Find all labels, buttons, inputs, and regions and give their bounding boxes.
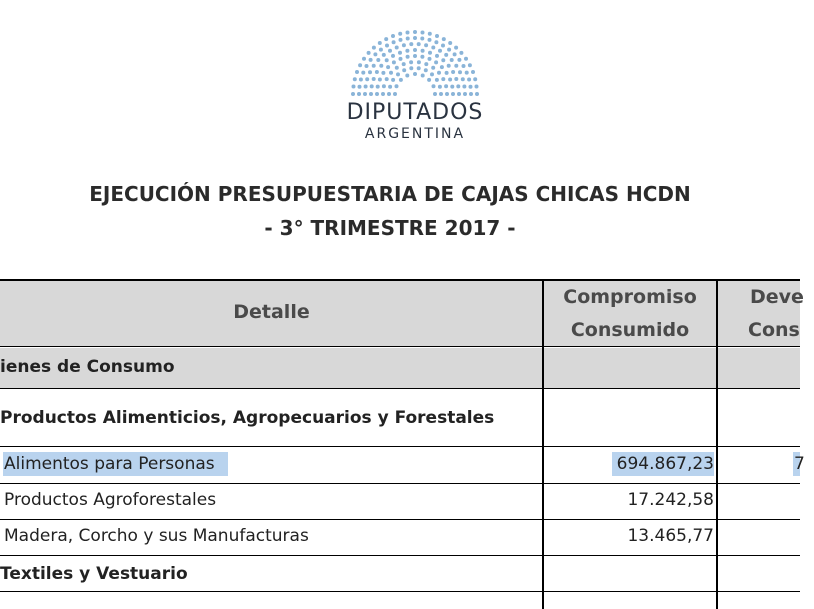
seat-dot bbox=[392, 60, 396, 64]
seat-dot bbox=[398, 51, 402, 55]
compromiso-value[interactable]: 17.242,58 bbox=[627, 490, 714, 510]
seat-dot bbox=[385, 77, 389, 81]
seat-dot bbox=[457, 58, 461, 62]
seat-dot bbox=[365, 64, 369, 68]
seat-dot bbox=[427, 78, 431, 82]
table-rule bbox=[0, 346, 800, 347]
seat-dot bbox=[405, 49, 409, 53]
chamber-seats-icon bbox=[350, 22, 480, 96]
column-header-devengado-line2: Cons bbox=[748, 319, 800, 341]
seat-dot bbox=[451, 92, 455, 96]
seat-dot bbox=[399, 78, 403, 82]
seat-dot bbox=[352, 85, 356, 89]
seat-dot bbox=[351, 92, 355, 96]
seat-dot bbox=[406, 31, 410, 35]
seat-dot bbox=[434, 60, 438, 64]
seat-dot bbox=[431, 66, 435, 70]
seat-dot bbox=[417, 60, 421, 64]
seat-dot bbox=[475, 85, 479, 89]
seat-dot bbox=[448, 41, 452, 45]
section-label: Productos Alimenticios, Agropecuarios y Forestales bbox=[0, 408, 495, 428]
seat-dot bbox=[448, 78, 452, 82]
compromiso-value[interactable]: 694.867,23 bbox=[616, 454, 714, 474]
seat-dot bbox=[409, 42, 413, 46]
seat-dot bbox=[435, 78, 439, 82]
seat-dot bbox=[450, 58, 454, 62]
column-header-devengado-line1: Deve bbox=[750, 286, 804, 308]
seat-dot bbox=[381, 92, 385, 96]
seat-dot bbox=[402, 68, 406, 72]
seat-dot bbox=[444, 53, 448, 57]
seat-dot bbox=[406, 37, 410, 41]
seat-dot bbox=[475, 92, 479, 96]
seat-dot bbox=[413, 54, 417, 58]
seat-dot bbox=[399, 57, 403, 61]
seat-dot bbox=[424, 62, 428, 66]
section-label: ienes de Consumo bbox=[0, 357, 175, 377]
document-title: EJECUCIÓN PRESUPUESTARIA DE CAJAS CHICAS HCDN bbox=[89, 182, 691, 206]
seat-dot bbox=[409, 60, 413, 64]
seat-dot bbox=[384, 37, 388, 41]
seat-dot bbox=[388, 85, 392, 89]
seat-dot bbox=[433, 92, 437, 96]
logo-title: DIPUTADOS bbox=[346, 100, 484, 125]
seat-dot bbox=[420, 55, 424, 59]
seat-dot bbox=[365, 77, 369, 81]
budget-table bbox=[0, 279, 805, 609]
seat-dot bbox=[459, 51, 463, 55]
seat-dot bbox=[381, 71, 385, 75]
seat-dot bbox=[413, 36, 417, 40]
seat-dot bbox=[391, 78, 395, 82]
seat-dot bbox=[391, 34, 395, 38]
seat-dot bbox=[417, 66, 421, 70]
seat-dot bbox=[395, 66, 399, 70]
seat-dot bbox=[369, 58, 373, 62]
seat-dot bbox=[469, 92, 473, 96]
item-label[interactable]: Productos Agroforestales bbox=[4, 490, 217, 510]
seat-dot bbox=[440, 65, 444, 69]
seat-dot bbox=[399, 38, 403, 42]
compromiso-value[interactable]: 13.465,77 bbox=[627, 526, 714, 546]
seat-dot bbox=[382, 84, 386, 88]
diputados-logo bbox=[330, 18, 500, 142]
seat-dot bbox=[424, 68, 428, 72]
seat-dot bbox=[362, 57, 366, 61]
seat-dot bbox=[462, 85, 466, 89]
seat-dot bbox=[389, 71, 393, 75]
column-divider bbox=[716, 279, 718, 609]
seat-dot bbox=[438, 49, 442, 53]
seat-dot bbox=[471, 70, 475, 74]
seat-dot bbox=[467, 78, 471, 82]
seat-dot bbox=[441, 77, 445, 81]
seat-dot bbox=[458, 70, 462, 74]
seat-dot bbox=[421, 31, 425, 35]
seat-dot bbox=[372, 64, 376, 68]
seat-dot bbox=[462, 64, 466, 68]
seat-dot bbox=[375, 92, 379, 96]
seat-dot bbox=[441, 44, 445, 48]
seat-dot bbox=[402, 62, 406, 66]
seat-dot bbox=[379, 64, 383, 68]
seat-dot bbox=[468, 63, 472, 67]
seat-dot bbox=[453, 52, 457, 56]
seat-dot bbox=[463, 92, 467, 96]
seat-dot bbox=[428, 51, 432, 55]
seat-dot bbox=[469, 85, 473, 89]
seat-dot bbox=[387, 92, 391, 96]
seat-dot bbox=[434, 40, 438, 44]
seat-dot bbox=[378, 78, 382, 82]
seat-dot bbox=[413, 72, 417, 76]
seat-dot bbox=[428, 57, 432, 61]
table-rule bbox=[0, 591, 800, 592]
seat-dot bbox=[379, 48, 383, 52]
seat-dot bbox=[385, 58, 389, 62]
seat-dot bbox=[428, 32, 432, 36]
seat-dot bbox=[435, 54, 439, 58]
seat-dot bbox=[413, 30, 417, 34]
seat-dot bbox=[392, 40, 396, 44]
column-divider bbox=[542, 279, 544, 609]
seat-dot bbox=[376, 85, 380, 89]
seat-dot bbox=[451, 70, 455, 74]
seat-dot bbox=[363, 92, 367, 96]
seat-dot bbox=[382, 53, 386, 57]
seat-dot bbox=[428, 38, 432, 42]
seat-dot bbox=[370, 84, 374, 88]
table-border bbox=[0, 279, 800, 281]
seat-dot bbox=[357, 92, 361, 96]
section-label: Textiles y Vestuario bbox=[0, 564, 188, 584]
seat-dot bbox=[445, 92, 449, 96]
item-label[interactable]: Madera, Corcho y sus Manufacturas bbox=[4, 526, 309, 546]
column-header-detalle: Detalle bbox=[233, 301, 310, 323]
seat-dot bbox=[353, 77, 357, 81]
seat-dot bbox=[430, 72, 434, 76]
seat-dot bbox=[358, 85, 362, 89]
seat-dot bbox=[388, 49, 392, 53]
logo-subtitle: ARGENTINA bbox=[364, 126, 466, 142]
seat-dot bbox=[454, 46, 458, 50]
seat-dot bbox=[439, 92, 443, 96]
seat-dot bbox=[464, 57, 468, 61]
seat-dot bbox=[376, 58, 380, 62]
table-rule bbox=[0, 446, 800, 447]
seat-dot bbox=[457, 92, 461, 96]
seat-dot bbox=[406, 55, 410, 59]
seat-dot bbox=[378, 41, 382, 45]
seat-dot bbox=[424, 43, 428, 47]
seat-dot bbox=[386, 65, 390, 69]
seat-dot bbox=[364, 85, 368, 89]
seat-dot bbox=[447, 64, 451, 68]
seat-dot bbox=[421, 74, 425, 78]
seat-dot bbox=[385, 44, 389, 48]
seat-dot bbox=[461, 77, 465, 81]
seat-dot bbox=[442, 37, 446, 41]
seat-dot bbox=[435, 34, 439, 38]
seat-dot bbox=[431, 46, 435, 50]
seat-dot bbox=[447, 48, 451, 52]
seat-dot bbox=[372, 77, 376, 81]
document-subtitle: - 3° TRIMESTRE 2017 - bbox=[264, 216, 516, 240]
seat-dot bbox=[456, 84, 460, 88]
seat-dot bbox=[473, 77, 477, 81]
seat-dot bbox=[368, 70, 372, 74]
seat-dot bbox=[395, 46, 399, 50]
seat-dot bbox=[373, 52, 377, 56]
seat-dot bbox=[417, 42, 421, 46]
seat-dot bbox=[367, 51, 371, 55]
table-rule bbox=[0, 388, 800, 389]
seat-dot bbox=[393, 92, 397, 96]
seat-dot bbox=[454, 64, 458, 68]
seat-dot bbox=[391, 54, 395, 58]
devengado-value[interactable]: 7 bbox=[794, 454, 805, 474]
seat-dot bbox=[465, 71, 469, 75]
seat-dot bbox=[398, 32, 402, 36]
seat-dot bbox=[402, 43, 406, 47]
seat-dot bbox=[421, 49, 425, 53]
column-header-compromiso-line2: Consumido bbox=[570, 319, 690, 341]
seat-dot bbox=[454, 77, 458, 81]
seat-dot bbox=[375, 70, 379, 74]
column-header-compromiso-line1: Compromiso bbox=[563, 286, 697, 308]
seat-dot bbox=[395, 84, 399, 88]
seat-dot bbox=[396, 72, 400, 76]
seat-dot bbox=[409, 66, 413, 70]
seat-dot bbox=[369, 92, 373, 96]
seat-dot bbox=[420, 37, 424, 41]
seat-dot bbox=[355, 70, 359, 74]
seat-dot bbox=[441, 58, 445, 62]
seat-dot bbox=[445, 71, 449, 75]
seat-dot bbox=[359, 78, 363, 82]
item-label[interactable]: Alimentos para Personas bbox=[4, 454, 215, 474]
table-rule bbox=[0, 519, 800, 520]
seat-dot bbox=[450, 85, 454, 89]
seat-dot bbox=[361, 71, 365, 75]
seat-dot bbox=[437, 71, 441, 75]
seat-dot bbox=[444, 84, 448, 88]
seat-dot bbox=[413, 48, 417, 52]
seat-dot bbox=[432, 84, 436, 88]
seat-dot bbox=[405, 74, 409, 78]
table-rule bbox=[0, 555, 800, 556]
seat-dot bbox=[372, 46, 376, 50]
seat-dot bbox=[358, 63, 362, 67]
seat-dot bbox=[438, 85, 442, 89]
table-rule bbox=[0, 483, 800, 484]
